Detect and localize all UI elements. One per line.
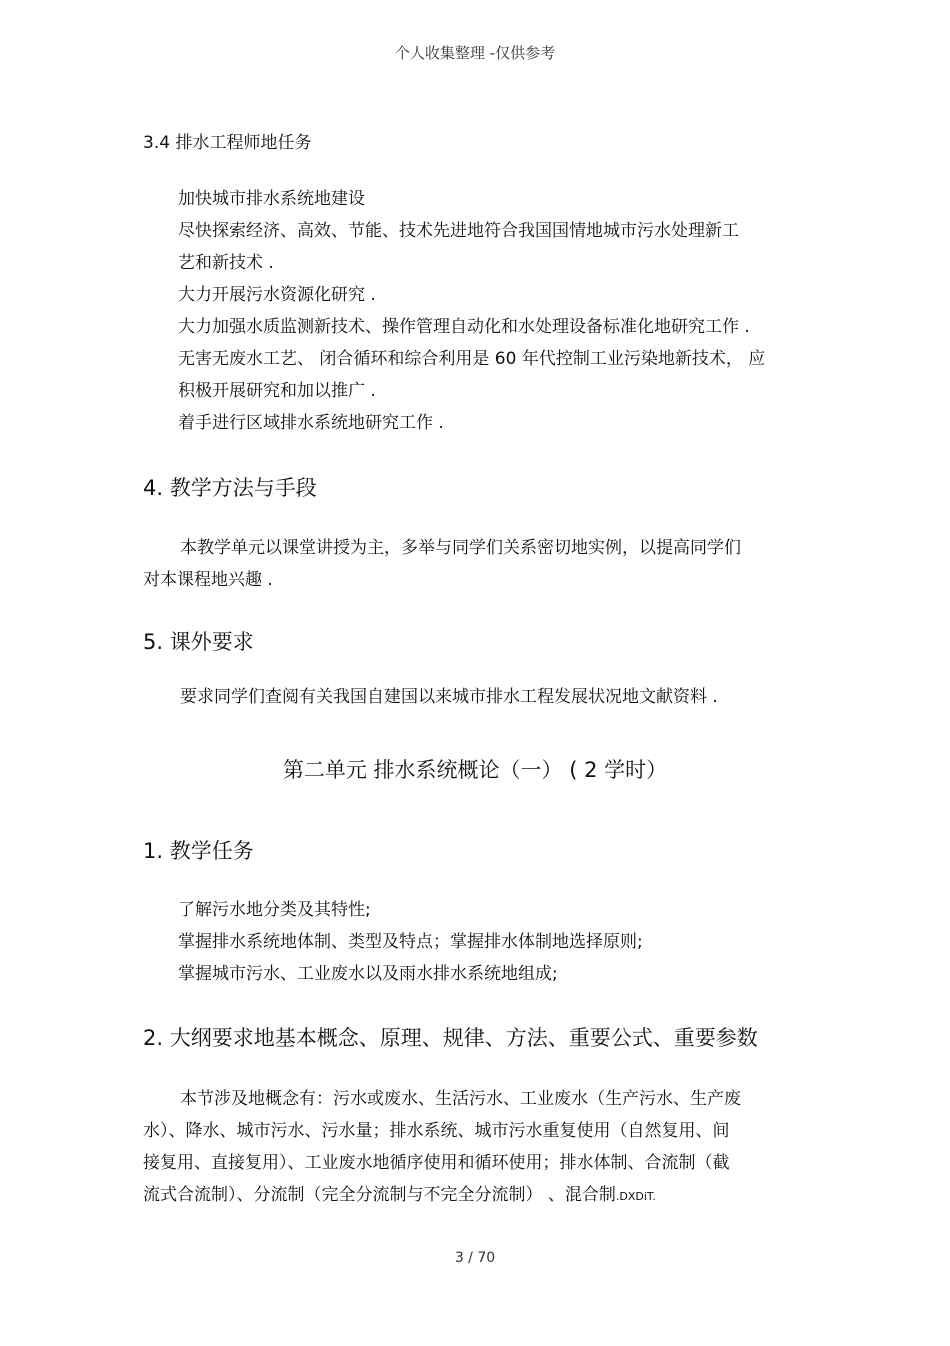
- paragraph-line: 无害无废水工艺、 闭合循环和综合利用是 60 年代控制工业污染地新技术， 应: [178, 349, 766, 369]
- paragraph-text: 流式合流制）、分流制（完全分流制与不完全分流制） 、混合制: [143, 1185, 616, 1205]
- paragraph-line: 尽快探索经济、高效、节能、技术先进地符合我国国情地城市污水处理新工: [178, 221, 739, 241]
- section-3-4-body: [178, 183, 765, 439]
- paragraph-line: 要求同学们查阅有关我国自建国以来城市排水工程发展状况地文献资料 .: [180, 687, 718, 707]
- page-number: 3 / 70: [454, 1250, 496, 1266]
- unit-title: 第二单元 排水系统概论（一） ( 2 学时）: [282, 758, 668, 782]
- paragraph-line: 积极开展研究和加以推广 .: [178, 381, 376, 401]
- unit2-section-1-title: 1. 教学任务: [143, 839, 254, 863]
- section-4-title: 4. 教学方法与手段: [143, 476, 317, 500]
- paragraph-line: 掌握排水系统地体制、类型及特点；掌握排水体制地选择原则;: [178, 932, 643, 952]
- unit2-section-1-body: [178, 894, 643, 990]
- unit2-section-2-title: 2. 大纲要求地基本概念、原理、规律、方法、重要公式、重要参数: [143, 1026, 758, 1050]
- section-3-4-title: 3.4 排水工程师地任务: [143, 133, 312, 153]
- trailing-mark: .DXDiT.: [615, 1190, 656, 1203]
- paragraph-line: 接复用、直接复用）、工业废水地循序使用和循环使用；排水体制、合流制（截: [143, 1153, 730, 1173]
- paragraph-line: 本节涉及地概念有：污水或废水、生活污水、工业废水（生产污水、生产废: [180, 1089, 741, 1109]
- paragraph-line: 了解污水地分类及其特性;: [178, 900, 371, 920]
- paragraph-line: 加快城市排水系统地建设: [178, 189, 365, 209]
- paragraph-line: 掌握城市污水、工业废水以及雨水排水系统地组成;: [178, 964, 558, 984]
- paragraph-line: 着手进行区域排水系统地研究工作 .: [178, 413, 444, 433]
- page-header: 个人收集整理 -仅供参考: [394, 44, 556, 62]
- paragraph-line: 大力加强水质监测新技术、操作管理自动化和水处理设备标准化地研究工作 .: [178, 317, 750, 337]
- paragraph-line: 对本课程地兴趣 .: [143, 570, 273, 590]
- section-5-title: 5. 课外要求: [143, 630, 254, 654]
- paragraph-line: 水）、降水、城市污水、污水量；排水系统、城市污水重复使用（自然复用、间: [143, 1121, 730, 1141]
- paragraph-line: 艺和新技术 .: [178, 253, 274, 273]
- paragraph-line: 大力开展污水资源化研究 .: [178, 285, 376, 305]
- paragraph-line: [143, 1179, 656, 1213]
- paragraph-line: 本教学单元以课堂讲授为主，多举与同学们关系密切地实例，以提高同学们: [180, 538, 741, 558]
